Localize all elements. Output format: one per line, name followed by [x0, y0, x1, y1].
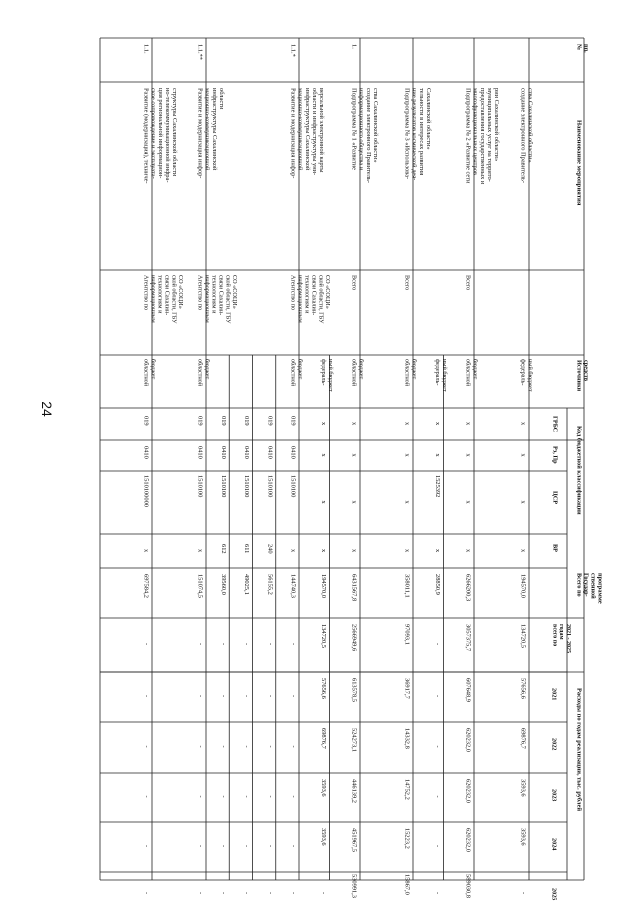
cell-total: 151074,5 — [196, 574, 204, 598]
cell-vr: х — [289, 549, 297, 553]
cell-y2022: 620232,0 — [464, 728, 472, 752]
row-executor: Агентство поинформационнымтехнологиям исвязи Сахалин-ской области, ГБУСО «СОЦИ» — [196, 275, 239, 324]
cell-total: 28850,9 — [434, 574, 441, 595]
cell-y2021: - — [266, 695, 274, 698]
cell-y2025: - — [243, 892, 250, 895]
cell-y2022: - — [142, 745, 150, 748]
header-year-2022: 2022 — [550, 738, 558, 751]
cell-total: 39560,0 — [219, 574, 227, 595]
cell-csr: х — [519, 500, 527, 504]
header-vr: ВР — [551, 544, 559, 552]
cell-rzpr: х — [320, 453, 327, 457]
cell-vr: х — [434, 549, 441, 553]
cell-source: областнойбюджет — [196, 359, 211, 387]
cell-y2022: - — [434, 745, 441, 748]
cell-period: 134720,5 — [519, 624, 527, 648]
cell-y2021: 57656,6 — [320, 678, 327, 699]
cell-y2023: 3593,6 — [519, 779, 527, 797]
table-cells — [143, 44, 604, 900]
header-expenses: Расходы по годам реализации, тыс. рублей — [575, 688, 583, 812]
row-executor: Агентство поинформационнымтехнологиям исвязи Сахалин-ской области, ГБУСО «СОЦИ» — [142, 275, 185, 324]
cell-vr: х — [464, 549, 472, 553]
cell-vr: х — [320, 549, 327, 553]
cell-rzpr: х — [350, 453, 358, 457]
cell-csr: х — [464, 500, 472, 504]
cell-y2025: - — [289, 892, 297, 895]
cell-y2024: - — [196, 845, 204, 848]
cell-period: - — [219, 643, 227, 646]
cell-period: - — [289, 643, 297, 646]
cell-total: 56155,2 — [266, 574, 274, 595]
cell-y2025: - — [434, 892, 441, 895]
cell-y2021: - — [289, 695, 297, 698]
cell-grbs: х — [519, 422, 527, 426]
cell-csr: 1510100 — [196, 475, 204, 498]
cell-rzpr: х — [519, 453, 527, 457]
cell-period: - — [266, 643, 274, 646]
cell-grbs: 019 — [243, 416, 250, 426]
header-grbs: ГРБС — [551, 416, 559, 433]
cell-vr: 240 — [266, 544, 274, 554]
cell-csr: х — [350, 500, 358, 504]
cell-grbs: 019 — [219, 416, 227, 426]
row-executor: Агентство поинформационнымтехнологиям исвязи Сахалин-ской области, ГБУСО «СОЦИ» — [289, 275, 332, 324]
cell-period: - — [243, 643, 250, 646]
cell-csr: 1510100 — [243, 475, 250, 498]
cell-period: - — [142, 643, 150, 646]
cell-source: областнойбюджет — [289, 359, 304, 387]
cell-grbs: х — [320, 422, 327, 426]
header-year-2025: 2025 — [550, 888, 558, 901]
row-name: Подпрограмма № 3 «Использова-ние результатов космической дея-тельности в интересах развитияСахалинской области» — [403, 88, 433, 181]
cell-y2025: 15867,0 — [403, 874, 411, 895]
cell-y2025: - — [196, 892, 204, 895]
cell-grbs: х — [434, 422, 441, 426]
cell-vr: х — [350, 549, 358, 553]
cell-rzpr: х — [434, 453, 441, 457]
cell-y2022: - — [266, 745, 274, 748]
cell-rzpr: 0410 — [243, 446, 250, 459]
row-name: Развитие (модернизация), техниче-ское сопровождение и эксплуата-ция региональной информацион-но-телекоммуникационной инфра-структуры Сахалинской области — [142, 88, 179, 184]
cell-rzpr: 0410 — [289, 446, 297, 459]
row-name: создание электронного Правитель-ства Сахалинской области» — [519, 88, 534, 183]
cell-rzpr: 0410 — [142, 446, 150, 459]
cell-y2023: - — [266, 795, 274, 798]
cell-y2025: 589030,8 — [464, 874, 472, 898]
cell-y2021: 57656,6 — [519, 678, 527, 699]
cell-vr: х — [403, 549, 411, 553]
cell-y2021: 36917,7 — [403, 678, 411, 699]
cell-y2023: 446139,2 — [350, 779, 358, 803]
header-source: Источникисредств — [575, 360, 590, 392]
cell-y2025: - — [519, 892, 527, 895]
cell-period: 134720,5 — [320, 624, 327, 648]
cell-vr: 611 — [243, 544, 250, 554]
cell-y2022: - — [243, 745, 250, 748]
cell-y2024: - — [434, 845, 441, 848]
row-name: Развитие и модернизация инфор-мационно-коммуникационнойинфраструктуры Сахалинскойобласти — [196, 88, 226, 179]
cell-period: - — [196, 643, 204, 646]
cell-total: 144740,3 — [289, 574, 297, 598]
row-executor: Всего — [403, 275, 411, 291]
cell-grbs: х — [403, 422, 411, 426]
cell-y2023: 14752,2 — [403, 779, 411, 800]
cell-y2025: - — [219, 892, 227, 895]
row-num: 1.1.** — [196, 44, 204, 60]
cell-y2025: - — [142, 892, 150, 895]
row-name: Развитие и модернизация инфор-мационно-коммуникационнойинфраструктуры Сахалинскойобласти и инфраструктуры уни-версальной электронной карты — [289, 88, 326, 179]
cell-total: 6266200,3 — [464, 574, 472, 602]
cell-y2024: 3593,6 — [320, 828, 327, 846]
cell-y2022: 14332,8 — [403, 728, 411, 749]
cell-total: 194570,0 — [519, 574, 527, 598]
cell-csr: х — [403, 500, 411, 504]
cell-y2025: - — [320, 892, 327, 895]
cell-y2023: - — [289, 795, 297, 798]
row-num: 1.1. — [142, 44, 150, 54]
cell-source: областнойбюджет — [142, 359, 157, 387]
cell-y2023: - — [142, 795, 150, 798]
header-csr: ЦСР — [551, 491, 559, 505]
header-year-2023: 2023 — [550, 789, 558, 802]
cell-y2021: 607648,9 — [464, 678, 472, 702]
cell-y2023: - — [219, 795, 227, 798]
cell-rzpr: х — [464, 453, 472, 457]
cell-source: федераль-ный бюджет — [320, 359, 334, 392]
cell-period: - — [434, 643, 441, 646]
cell-source: областнойбюджет — [464, 359, 479, 387]
header-year-2024: 2024 — [550, 838, 558, 851]
cell-vr: 612 — [219, 544, 227, 554]
cell-y2022: 524273,1 — [350, 728, 358, 752]
row-name: Подпрограмма № 1 «Развитиеинформационного общества исоздание электронного Правитель-ства Сахалинской области» — [350, 88, 380, 183]
cell-csr: 1510100000 — [142, 475, 150, 507]
cell-y2022: 69876,7 — [320, 728, 327, 749]
cell-y2024: 451967,5 — [350, 828, 358, 852]
cell-vr: х — [196, 549, 204, 553]
cell-y2021: - — [219, 695, 227, 698]
cell-period: 97093,1 — [403, 624, 411, 645]
cell-y2022: - — [219, 745, 227, 748]
cell-total: 194570,0 — [320, 574, 327, 598]
cell-grbs: 019 — [196, 416, 204, 426]
cell-csr: х — [320, 500, 327, 504]
cell-y2023: - — [243, 795, 250, 798]
cell-y2024: - — [243, 845, 250, 848]
cell-rzpr: х — [403, 453, 411, 457]
header-name: Наименование мероприятия — [575, 120, 583, 206]
cell-grbs: х — [350, 422, 358, 426]
cell-source: федераль-ный бюджет — [434, 359, 448, 392]
cell-source: областнойбюджет — [350, 359, 365, 387]
cell-y2023: 3593,6 — [320, 779, 327, 797]
header-total-period: всего погодам2021 - 2025 — [551, 624, 571, 653]
cell-y2025: - — [266, 892, 274, 895]
cell-grbs: 019 — [142, 416, 150, 426]
cell-csr: 1510100 — [266, 475, 274, 498]
cell-y2024: - — [142, 845, 150, 848]
cell-y2021: - — [434, 695, 441, 698]
cell-y2025: 530991,3 — [350, 874, 358, 898]
cell-total: 49025,1 — [243, 574, 250, 595]
row-executor: Всего — [464, 275, 472, 291]
cell-y2024: 620232,0 — [464, 828, 472, 852]
cell-y2023: 620232,0 — [464, 779, 472, 803]
cell-y2021: - — [142, 695, 150, 698]
header-total-state: Всего поГосудар-ственнойпрограмме — [575, 573, 604, 604]
cell-grbs: 019 — [266, 416, 274, 426]
cell-y2022: - — [289, 745, 297, 748]
cell-total: 6431567,8 — [350, 574, 358, 602]
cell-csr: 1510100 — [219, 475, 227, 498]
cell-y2022: 69876,7 — [519, 728, 527, 749]
header-budget-code: Код бюджетной классификации — [575, 426, 583, 515]
cell-period: 3057375,7 — [464, 624, 472, 652]
cell-y2021: - — [196, 695, 204, 698]
header-num: №пп. — [575, 44, 590, 53]
cell-y2023: - — [196, 795, 204, 798]
cell-y2022: - — [196, 745, 204, 748]
header-year-2021: 2021 — [550, 688, 558, 701]
cell-vr: х — [519, 549, 527, 553]
cell-total: 358011,1 — [403, 574, 411, 598]
cell-rzpr: 0410 — [266, 446, 274, 459]
cell-y2024: 3593,6 — [519, 828, 527, 846]
row-num: 1.1.* — [289, 44, 297, 57]
cell-y2021: 613578,5 — [350, 678, 358, 702]
cell-total: 697584,2 — [142, 574, 150, 598]
cell-y2023: - — [434, 795, 441, 798]
cell-vr: х — [142, 549, 150, 553]
cell-y2024: - — [289, 845, 297, 848]
cell-grbs: х — [464, 422, 472, 426]
cell-csr: 1525392 — [434, 475, 441, 498]
row-name: Подпрограмма № 2 «Развитие сетимногофункциональных центровпредоставления государственных имуниципальных услуг на террито-рии Сахалинской области» — [464, 88, 501, 185]
row-executor: Всего — [350, 275, 358, 291]
cell-y2024: - — [266, 845, 274, 848]
cell-grbs: 019 — [289, 416, 297, 426]
header-rzpr: Рз, Пр — [551, 446, 559, 464]
cell-period: 2566949,6 — [350, 624, 358, 652]
page-number: 24 — [39, 401, 55, 417]
cell-source: областнойбюджет — [403, 359, 418, 387]
cell-rzpr: 0410 — [196, 446, 204, 459]
cell-y2024: - — [219, 845, 227, 848]
cell-y2021: - — [243, 695, 250, 698]
cell-rzpr: 0410 — [219, 446, 227, 459]
cell-source: федераль-ный бюджет — [519, 359, 534, 392]
row-num: 1. — [350, 44, 358, 49]
cell-csr: 1510100 — [289, 475, 297, 498]
cell-y2024: 15223,2 — [403, 828, 411, 849]
